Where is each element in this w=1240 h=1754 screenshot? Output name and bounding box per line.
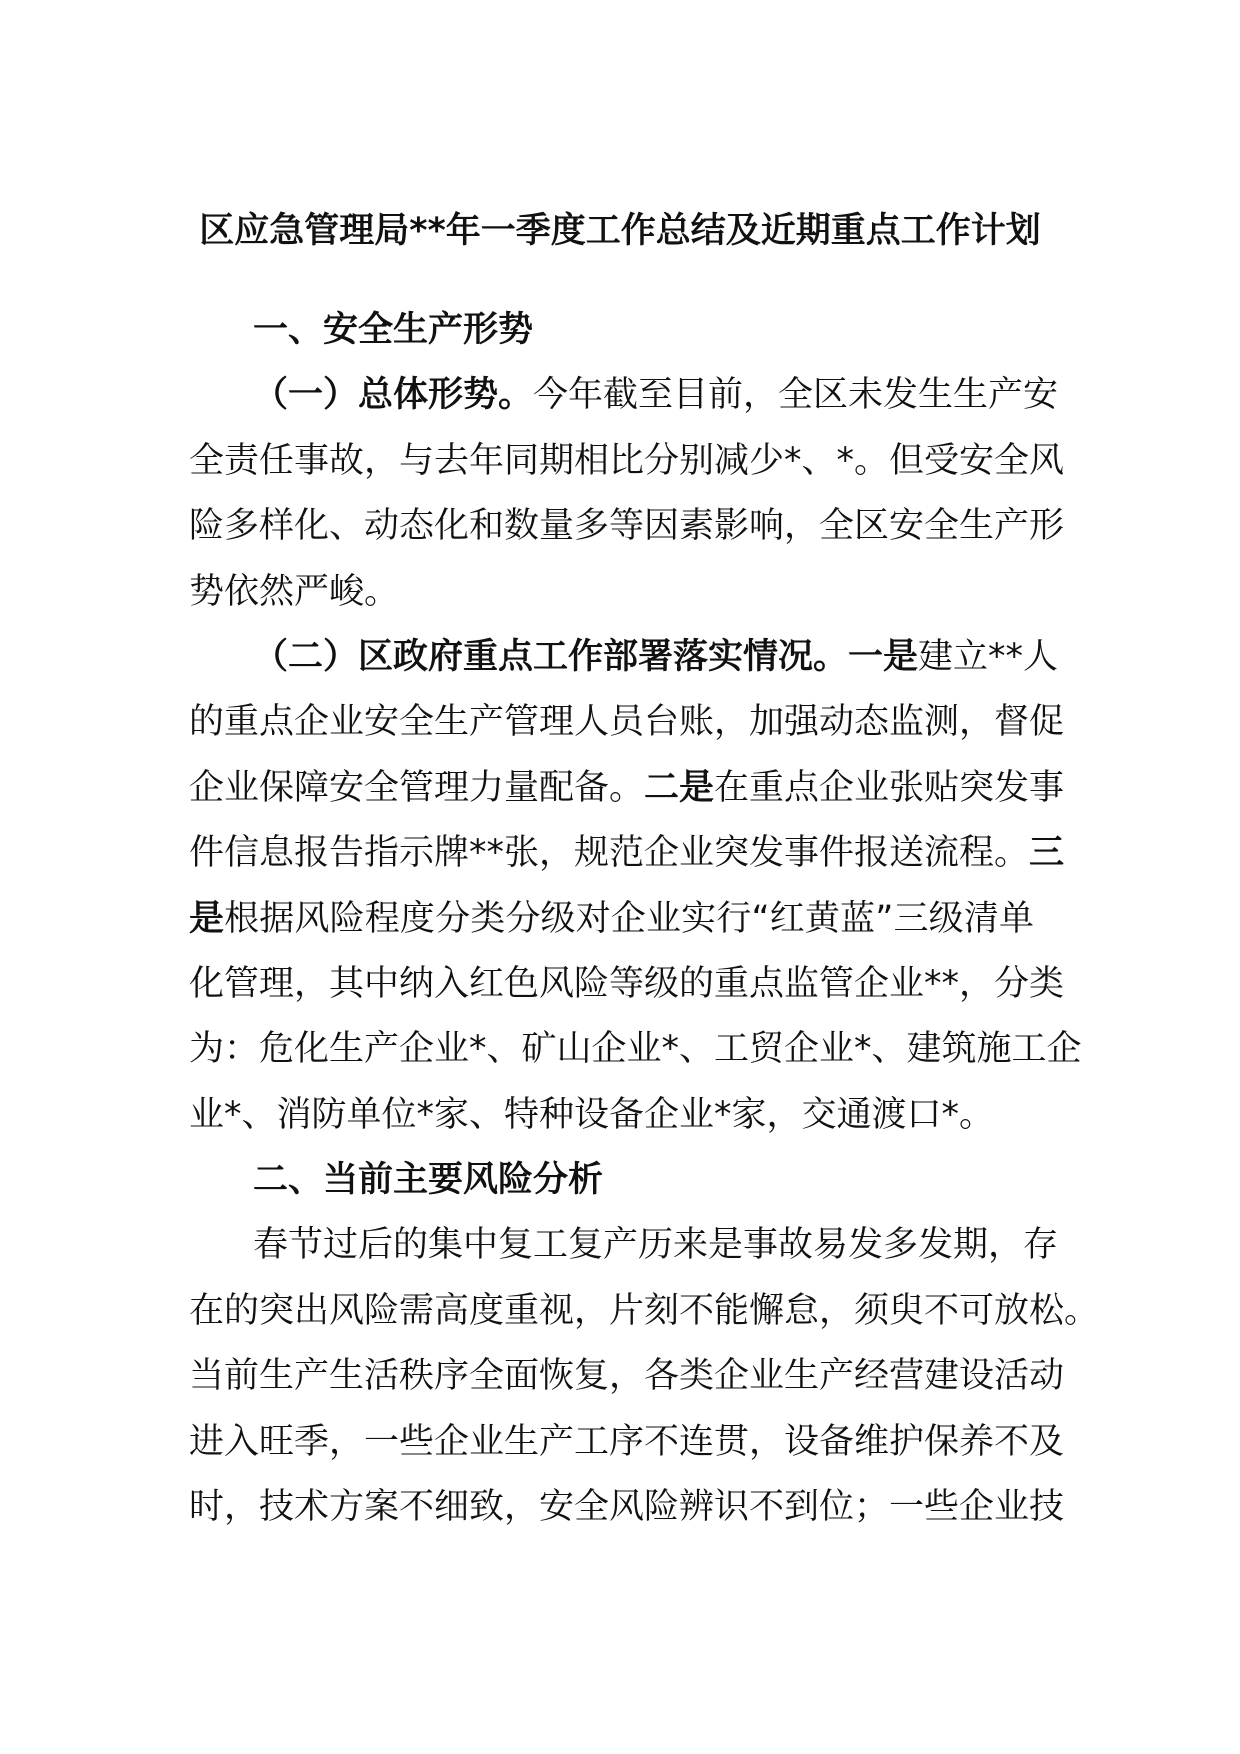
bold-text: 一、安全生产形势 xyxy=(253,310,534,350)
text-line xyxy=(189,821,1065,886)
text-line xyxy=(189,494,1065,559)
text-line xyxy=(189,1017,1082,1082)
bold-text: 二、当前主要风险分析 xyxy=(253,1160,604,1201)
text-line xyxy=(189,429,1065,494)
bold-text: 二是 xyxy=(644,767,715,808)
body-text: 件信息报告指示牌**张，规范企业突发事件报送流程。 xyxy=(189,833,1030,874)
body-text: 建立**人 xyxy=(918,636,1059,677)
body-text: 险多样化、动态化和数量多等因素影响，全区安全生产形 xyxy=(189,506,1065,547)
body-text: 全责任事故，与去年同期相比分别减少*、*。但受安全风 xyxy=(189,440,1065,481)
text-line xyxy=(189,690,1065,755)
text-line xyxy=(189,1410,1065,1475)
text-line xyxy=(189,1475,1065,1540)
bold-text: （二）区政府重点工作部署落实情况。一是 xyxy=(253,636,919,677)
text-line xyxy=(189,560,1034,625)
body-text: 势依然严峻。 xyxy=(189,571,400,612)
body-text: 春节过后的集中复工复产历来是事故易发多发期，存 xyxy=(253,1225,1059,1266)
document-title: 区应急管理局**年一季度工作总结及近期重点工作计划 xyxy=(199,211,1041,251)
text-line xyxy=(189,625,1059,690)
body-text: 时，技术方案不细致，安全风险辨识不到位；一些企业技 xyxy=(189,1487,1065,1528)
text-line xyxy=(189,1083,1034,1148)
text-line xyxy=(189,363,1059,428)
text-line xyxy=(189,952,1065,1017)
text-line xyxy=(189,1344,1065,1409)
text-line xyxy=(189,298,1034,363)
body-text: 的重点企业安全生产管理人员台账，加强动态监测，督促 xyxy=(189,702,1065,743)
body-text: 在的突出风险需高度重视，片刻不能懈怠，须臾不可放松。 xyxy=(189,1290,1100,1331)
body-text: 今年截至目前，全区未发生生产安 xyxy=(533,375,1059,416)
text-line xyxy=(189,756,1065,821)
body-text: 业*、消防单位*家、特种设备企业*家，交通渡口*。 xyxy=(189,1094,995,1135)
text-line xyxy=(189,887,1034,952)
body-text: 进入旺季，一些企业生产工序不连贯，设备维护保养不及 xyxy=(189,1421,1065,1462)
bold-text: 是 xyxy=(189,898,225,939)
bold-text: 三 xyxy=(1029,833,1065,874)
body-text: 化管理，其中纳入红色风险等级的重点监管企业**，分类 xyxy=(189,963,1065,1004)
body-text: 当前生产生活秩序全面恢复，各类企业生产经营建设活动 xyxy=(189,1356,1065,1397)
body-text: 为：危化生产企业*、矿山企业*、工贸企业*、建筑施工企 xyxy=(189,1029,1082,1070)
text-line xyxy=(189,1148,1034,1213)
body-text: 根据风险程度分类分级对企业实行“红黄蓝”三级清单 xyxy=(224,898,1034,939)
body-text: 企业保障安全管理力量配备。 xyxy=(189,767,645,808)
bold-text: （一）总体形势。 xyxy=(253,375,534,416)
text-line xyxy=(189,1213,1059,1278)
text-line xyxy=(189,1279,1100,1344)
body-text: 在重点企业张贴突发事 xyxy=(714,767,1065,808)
document-body xyxy=(189,298,1100,1540)
